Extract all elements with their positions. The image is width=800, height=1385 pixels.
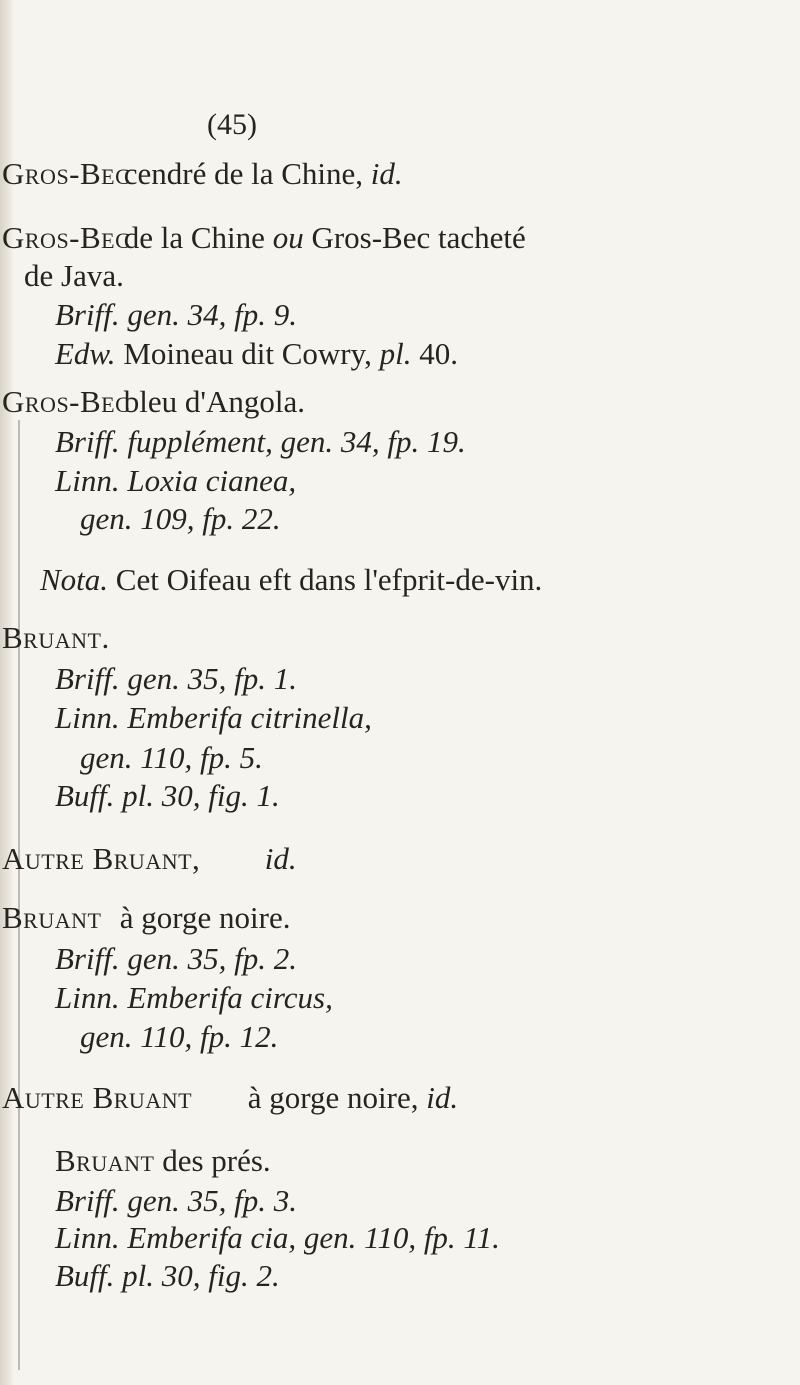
reference-line: Linn. Emberifa circus, (55, 980, 333, 1015)
entry-heading: Bruant. (2, 620, 110, 655)
reference-line: Briff. gen. 35, fp. 3. (55, 1183, 297, 1218)
reference-line: gen. 109, fp. 22. (80, 501, 281, 536)
reference-line: Buff. pl. 30, fig. 2. (55, 1258, 280, 1293)
reference-line: Briff. gen. 35, fp. 1. (55, 661, 297, 696)
page-number: (45) (207, 108, 257, 141)
reference-line: Briff. gen. 35, fp. 2. (55, 941, 297, 976)
entry-heading: Autre Bruant à gorge noire, id. (2, 1080, 459, 1115)
entry-heading: Bruant des prés. (55, 1143, 271, 1178)
entry-heading-continuation: de Java. (24, 258, 124, 293)
reference-line: gen. 110, fp. 5. (80, 740, 263, 775)
nota-note: Nota. Cet Oifeau eft dans l'efprit-de-vin. (40, 562, 543, 597)
entry-heading: Gros-Bec bleu d'Angola. (2, 384, 305, 419)
reference-line: gen. 110, fp. 12. (80, 1019, 279, 1054)
reference-line: Linn. Emberifa cia, gen. 110, fp. 11. (55, 1220, 500, 1255)
reference-line: Briff. gen. 34, fp. 9. (55, 297, 297, 332)
reference-line: Linn. Emberifa citrinella, (55, 700, 372, 735)
entry-heading: Gros-Bec cendré de la Chine, id. (2, 156, 403, 191)
reference-line: Linn. Loxia cianea, (55, 463, 297, 498)
page-gutter-shadow (0, 0, 14, 1385)
reference-line: Buff. pl. 30, fig. 1. (55, 778, 280, 813)
reference-line: Briff. fupplément, gen. 34, fp. 19. (55, 424, 466, 459)
entry-heading: Gros-Bec de la Chine ou Gros-Bec tacheté (2, 220, 526, 255)
entry-heading: Bruant à gorge noire. (2, 900, 291, 935)
entry-heading: Autre Bruant, id. (2, 841, 297, 876)
reference-line: Edw. Moineau dit Cowry, pl. 40. (55, 336, 458, 371)
page-edge-line (18, 420, 20, 1370)
